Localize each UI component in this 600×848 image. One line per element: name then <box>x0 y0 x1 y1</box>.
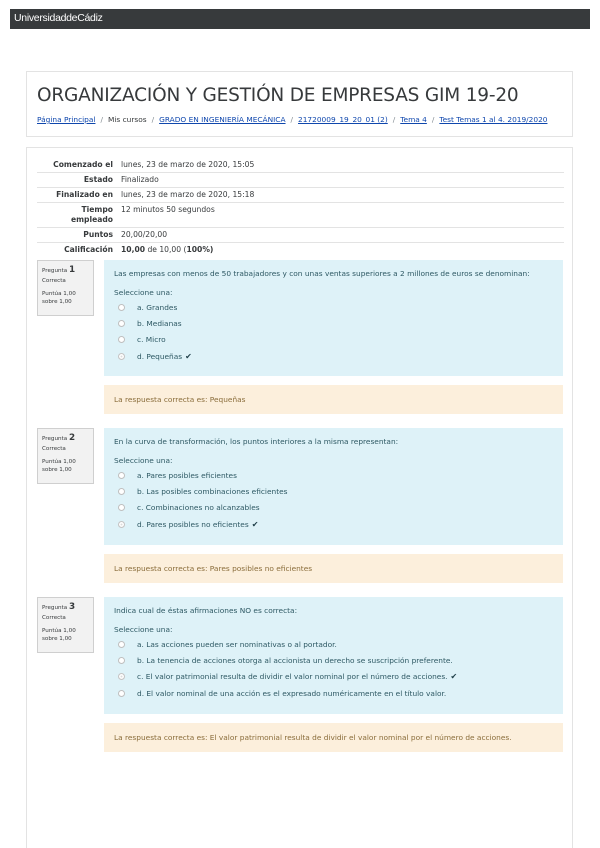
breadcrumb <box>37 115 547 124</box>
answer-label: d. El valor nominal de una acción es el expresado numéricamente en el título valor. <box>137 688 447 698</box>
question-number <box>42 434 89 443</box>
attempt-summary-table <box>37 158 564 257</box>
breadcrumb-my-courses: Mis cursos <box>107 115 147 124</box>
summary-row <box>37 228 564 243</box>
checkmark-icon: ✔ <box>185 351 192 361</box>
answer-option[interactable] <box>114 483 553 499</box>
radio-button[interactable] <box>118 336 125 343</box>
correct-answer-text: La respuesta correcta es: Pequeñas <box>114 395 246 404</box>
summary-label: Finalizado en <box>37 188 117 203</box>
checkmark-icon: ✔ <box>450 672 458 682</box>
question-3-feedback <box>104 723 563 752</box>
breadcrumb-separator: / <box>100 115 103 124</box>
answer-option[interactable] <box>114 332 553 348</box>
answer-option[interactable] <box>114 467 553 483</box>
summary-value <box>117 243 564 258</box>
question-1-info <box>37 260 94 316</box>
radio-button[interactable] <box>118 657 125 664</box>
top-navbar <box>10 9 590 29</box>
question-prefix: Pregunta <box>42 268 68 274</box>
question-2-feedback <box>104 554 563 583</box>
question-text: En la curva de transformación, los puntos interiores a la misma representan: <box>114 437 399 446</box>
summary-row <box>37 188 564 203</box>
summary-label: Tiempo empleado <box>37 203 117 228</box>
question-2-content <box>104 428 563 545</box>
breadcrumb-home-link[interactable]: Página Principal <box>37 115 96 124</box>
radio-button[interactable] <box>118 488 125 495</box>
answer-label: d. Pares posibles no eficientes <box>137 519 249 529</box>
radio-button[interactable] <box>118 690 125 697</box>
checkmark-icon: ✔ <box>251 519 259 529</box>
question-1-feedback <box>104 385 563 414</box>
answer-label: d. Pequeñas <box>137 351 183 361</box>
question-2-info <box>37 428 94 484</box>
breadcrumb-separator: / <box>431 115 435 124</box>
answer-label: b. Medianas <box>137 319 182 329</box>
radio-button-checked[interactable] <box>118 353 125 360</box>
answer-option[interactable] <box>114 685 553 701</box>
breadcrumb-separator: / <box>151 115 155 124</box>
question-3-content <box>104 597 563 714</box>
question-prefix: Pregunta <box>42 605 68 611</box>
page-title: ORGANIZACIÓN Y GESTIÓN DE EMPRESAS GIM 19-20 <box>37 85 519 106</box>
answer-prompt: Seleccione una: <box>114 456 173 465</box>
radio-button[interactable] <box>118 320 125 327</box>
question-state: Correcta <box>42 446 66 452</box>
question-state: Correcta <box>42 615 66 621</box>
breadcrumb-course-link[interactable]: 21720009_19_20_01 (2) <box>298 115 388 124</box>
question-1-content <box>104 260 563 376</box>
breadcrumb-topic-link[interactable]: Tema 4 <box>400 115 427 124</box>
radio-button[interactable] <box>118 504 125 511</box>
grade-score: 10,00 <box>121 245 146 254</box>
summary-row <box>37 243 564 258</box>
page-header <box>26 71 573 137</box>
question-number-value: 1 <box>68 265 76 275</box>
answer-prompt: Seleccione una: <box>114 625 173 634</box>
radio-button-checked[interactable] <box>118 673 125 680</box>
answer-option-selected[interactable] <box>114 516 553 532</box>
breadcrumb-degree-link[interactable]: GRADO EN INGENIERÍA MECÁNICA <box>159 115 286 124</box>
answer-prompt: Seleccione una: <box>114 288 173 297</box>
summary-value: lunes, 23 de marzo de 2020, 15:18 <box>117 188 564 203</box>
question-text: Indica cual de éstas afirmaciones NO es correcta: <box>114 606 298 615</box>
grade-percent: 100 <box>186 245 203 254</box>
answer-list <box>114 299 553 365</box>
question-prefix: Pregunta <box>42 436 68 442</box>
summary-label: Puntos <box>37 228 117 243</box>
answer-option[interactable] <box>114 652 553 668</box>
grade-suffix: %) <box>202 245 214 254</box>
summary-label: Comenzado el <box>53 160 113 169</box>
question-grade: Puntúa 1,00 sobre 1,00 <box>42 628 76 642</box>
question-text: Las empresas con menos de 50 trabajadores y con unas ventas superiores a 2 millones de euros se denominan: <box>114 269 530 278</box>
question-state: Correcta <box>42 278 66 284</box>
answer-option[interactable] <box>114 636 553 652</box>
question-grade: Puntúa 1,00 sobre 1,00 <box>42 459 76 473</box>
answer-label: c. Micro <box>137 335 166 345</box>
answer-option[interactable] <box>114 299 553 315</box>
breadcrumb-quiz-link[interactable]: Test Temas 1 al 4. 2019/2020 <box>439 115 548 124</box>
summary-label: Estado <box>37 173 117 188</box>
summary-label: Calificación <box>37 243 117 258</box>
radio-button[interactable] <box>118 472 125 479</box>
answer-label: a. Pares posibles eficientes <box>137 470 237 480</box>
radio-button[interactable] <box>118 641 125 648</box>
question-3-info <box>37 597 94 653</box>
university-logo[interactable]: UniversidaddeCádiz <box>14 12 103 24</box>
summary-value: 20,00/20,00 <box>117 228 564 243</box>
answer-list <box>114 467 553 533</box>
quiz-review-panel <box>26 147 573 848</box>
summary-value: lunes, 23 de marzo de 2020, 15:05 <box>121 160 255 169</box>
answer-option-selected[interactable] <box>114 669 553 685</box>
breadcrumb-separator: / <box>392 115 396 124</box>
summary-row <box>37 173 564 188</box>
breadcrumb-separator: / <box>290 115 294 124</box>
correct-answer-text: La respuesta correcta es: Pares posibles no eficientes <box>114 564 313 573</box>
correct-answer-text: La respuesta correcta es: El valor patrimonial resulta de dividir el valor nominal por el número de acciones. <box>114 733 512 742</box>
answer-label: b. La tenencia de acciones otorga al accionista un derecho se suscripción preferente. <box>137 656 453 666</box>
radio-button[interactable] <box>118 304 125 311</box>
radio-button-checked[interactable] <box>118 521 125 528</box>
summary-value: Finalizado <box>117 173 564 188</box>
summary-value: 12 minutos 50 segundos <box>117 203 564 228</box>
question-number <box>42 603 89 612</box>
summary-row <box>37 203 564 228</box>
answer-option[interactable] <box>114 500 553 516</box>
answer-label: a. Grandes <box>137 302 178 312</box>
question-number <box>42 266 89 275</box>
question-number-value: 3 <box>68 602 76 612</box>
answer-label: c. El valor patrimonial resulta de dividir el valor nominal por el número de acciones. <box>137 672 448 682</box>
answer-label: c. Combinaciones no alcanzables <box>137 503 260 513</box>
answer-label: b. Las posibles combinaciones eficientes <box>137 487 288 497</box>
answer-list <box>114 636 553 702</box>
grade-middle: de 10,00 ( <box>145 245 187 254</box>
answer-option-selected[interactable] <box>114 348 553 364</box>
question-grade: Puntúa 1,00 sobre 1,00 <box>42 291 76 305</box>
answer-label: a. Las acciones pueden ser nominativas o al portador. <box>137 639 337 649</box>
answer-option[interactable] <box>114 315 553 331</box>
question-number-value: 2 <box>68 433 76 443</box>
summary-row <box>37 158 564 173</box>
